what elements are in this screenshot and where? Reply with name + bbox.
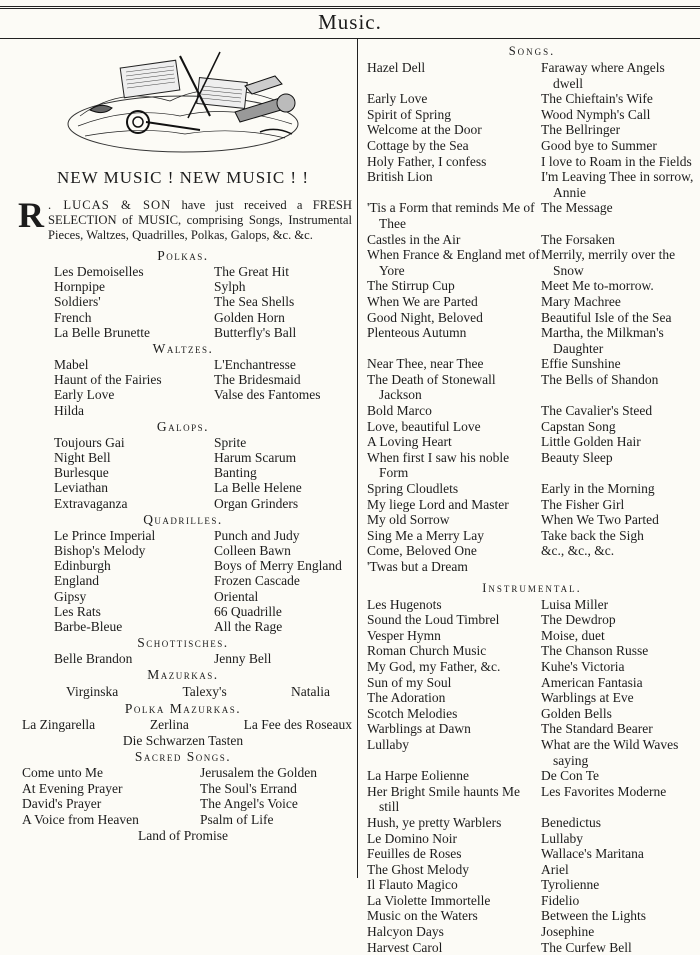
list-item: Good Night, Beloved	[367, 309, 483, 325]
music-instruments-engraving	[60, 46, 306, 160]
list-item: Holy Father, I confess	[367, 153, 487, 169]
list-item: The Angel's Voice	[200, 796, 298, 812]
list-item: Beauty Sleep	[541, 449, 613, 465]
list-item: Night Bell	[54, 450, 111, 466]
list-item: Come unto Me	[22, 764, 103, 780]
list-item: Zerlina	[149, 717, 189, 733]
list-item: Faraway where Angels dwell	[541, 60, 665, 91]
list-item: Near Thee, near Thee	[367, 356, 484, 372]
list-item: Take back the Sigh	[541, 527, 644, 543]
list-item: Burlesque	[54, 465, 109, 481]
list-item: Luisa Miller	[541, 596, 609, 612]
list-item: Le Prince Imperial	[54, 527, 156, 543]
list-item: Feuilles de Roses	[367, 846, 462, 862]
right-column	[367, 42, 697, 955]
list-item: Die Schwarzen Tasten	[122, 732, 244, 748]
list-item: The Death of Stonewall Jackson	[367, 371, 496, 403]
new-music-banner: NEW MUSIC ! NEW MUSIC ! !	[57, 168, 309, 187]
list-item: When first I saw his noble Form	[367, 449, 510, 481]
list-item: The Message	[541, 200, 613, 216]
list-item: Early in the Morning	[541, 481, 655, 497]
list-item: When We Two Parted	[541, 512, 659, 528]
list-item: When France & England met of Yore	[367, 247, 540, 278]
list-item: Lullaby	[541, 830, 583, 846]
list-item: What are the Wild Waves saying	[541, 736, 679, 768]
list-item: Soldiers'	[54, 294, 101, 310]
list-item: The Forsaken	[541, 231, 615, 247]
list-item: The Cavalier's Steed	[541, 403, 653, 419]
list-item: Le Domino Noir	[367, 830, 457, 846]
instrumental-heading: Instrumental.	[482, 580, 582, 595]
list-item: Sing Me a Merry Lay	[367, 527, 484, 543]
list-item: Colleen Bawn	[214, 543, 291, 559]
list-item: The Standard Bearer	[541, 721, 653, 737]
top-double-rule	[0, 6, 700, 9]
mazurkas-heading: Mazurkas.	[147, 667, 219, 683]
list-item: Les Rats	[54, 603, 101, 619]
list-item: Virginska	[66, 684, 119, 700]
list-item: The Bridesmaid	[214, 372, 301, 388]
list-item: Sylph	[214, 279, 246, 295]
polkas-heading: Polkas.	[157, 248, 209, 263]
list-item	[214, 403, 374, 418]
polkas-list	[12, 264, 354, 340]
list-item: La Belle Brunette	[54, 324, 150, 340]
list-item: Beautiful Isle of the Sea	[541, 309, 672, 325]
list-item: Gipsy	[54, 588, 87, 604]
list-item: British Lion	[367, 169, 433, 185]
quadrilles-heading: Quadrilles.	[143, 511, 223, 527]
list-item: The Chieftain's Wife	[541, 91, 653, 107]
list-item: De Con Te	[541, 768, 600, 784]
list-item: Jerusalem the Golden	[200, 764, 317, 780]
list-item: Leviathan	[54, 480, 108, 496]
list-item: Come, Beloved One	[367, 543, 477, 559]
list-item: Tyrolienne	[541, 877, 600, 893]
list-item: Castles in the Air	[367, 231, 461, 247]
list-item: Sound the Loud Timbrel	[367, 612, 500, 628]
list-item: Ariel	[541, 861, 569, 877]
list-item: I'm Leaving Thee in sorrow, Annie	[541, 169, 694, 200]
list-item: Les Demoiselles	[54, 264, 144, 279]
list-item: The Soul's Errand	[200, 780, 297, 796]
waltzes-list	[12, 357, 354, 418]
list-item: The Dewdrop	[541, 612, 616, 628]
list-item: 'Tis a Form that reminds Me of Thee	[367, 200, 535, 231]
list-item: Warblings at Dawn	[367, 721, 471, 737]
list-item: Butterfly's Ball	[214, 324, 297, 340]
list-item: Land of Promise	[138, 828, 228, 844]
list-item: Mabel	[54, 357, 89, 373]
list-item: Haunt of the Fairies	[54, 372, 162, 388]
list-item	[541, 559, 697, 575]
sacred-songs-list	[12, 765, 354, 828]
list-item: Sprite	[214, 434, 247, 450]
list-item: Il Flauto Magico	[367, 877, 458, 893]
page-title: Music.	[318, 10, 382, 34]
list-item: The Stirrup Cup	[367, 278, 455, 294]
polka-mazurkas-heading: Polka Mazurkas.	[124, 701, 242, 717]
list-item: Spirit of Spring	[367, 106, 452, 122]
list-item: Boys of Merry England	[214, 558, 342, 574]
list-item: &c., &c., &c.	[541, 543, 615, 559]
list-item: Frozen Cascade	[214, 573, 300, 589]
list-item: The Curfew Bell	[541, 939, 632, 955]
list-item: 66 Quadrille	[214, 603, 282, 619]
list-item: Good bye to Summer	[541, 137, 657, 153]
list-item: Les Favorites Moderne	[541, 783, 667, 799]
list-item: Josephine	[541, 924, 595, 940]
list-item: Psalm of Life	[200, 812, 274, 828]
intro-dropcap: R	[18, 195, 44, 235]
list-item: Capstan Song	[541, 418, 616, 434]
list-item: Sun of my Soul	[367, 674, 452, 690]
list-item: Valse des Fantomes	[214, 387, 321, 403]
list-item: Kuhe's Victoria	[541, 658, 625, 674]
list-item: The Bellringer	[541, 122, 621, 138]
list-item: Meet Me to-morrow.	[541, 278, 654, 294]
list-item: At Evening Prayer	[22, 780, 123, 796]
list-item: Bold Marco	[367, 403, 432, 419]
list-item: I love to Roam in the Fields	[541, 153, 692, 169]
list-item: Oriental	[214, 588, 259, 604]
list-item: L'Enchantresse	[214, 357, 296, 373]
list-item: Warblings at Eve	[541, 690, 634, 706]
list-item: Extravaganza	[54, 495, 128, 511]
list-item: Halcyon Days	[367, 924, 444, 940]
header-rule	[0, 38, 700, 39]
list-item: French	[54, 309, 92, 325]
list-item: Benedictus	[541, 814, 601, 830]
quadrilles-list	[12, 528, 354, 634]
list-item: The Adoration	[367, 690, 446, 706]
list-item: Hush, ye pretty Warblers	[367, 814, 502, 830]
list-item: David's Prayer	[22, 796, 102, 812]
list-item: My old Sorrow	[367, 512, 450, 528]
mazurkas-list	[12, 683, 354, 700]
left-column	[12, 42, 354, 843]
list-item: The Bells of Shandon	[541, 371, 659, 387]
list-item: Hazel Dell	[367, 60, 426, 75]
list-item: La Belle Helene	[214, 480, 302, 496]
list-item: Between the Lights	[541, 908, 646, 924]
list-item: Bishop's Melody	[54, 543, 146, 559]
list-item: Vesper Hymn	[367, 627, 441, 643]
list-item: Spring Cloudlets	[367, 481, 459, 497]
list-item: La Fee des Roseaux	[243, 717, 352, 733]
list-item: A Loving Heart	[367, 434, 452, 450]
list-item: La Zingarella	[22, 717, 96, 733]
polka-mazurkas-list	[12, 717, 354, 747]
list-item: Mary Machree	[541, 293, 621, 309]
list-item: England	[54, 573, 99, 589]
intro-firm: . LUCAS & SON	[48, 198, 172, 212]
list-item: Little Golden Hair	[541, 434, 641, 450]
list-item: Hornpipe	[54, 279, 105, 295]
list-item: The Great Hit	[214, 264, 289, 279]
list-item: La Violette Immortelle	[367, 892, 491, 908]
list-item: Roman Church Music	[367, 643, 487, 659]
list-item: The Sea Shells	[214, 294, 295, 310]
list-item: Belle Brandon	[54, 651, 133, 667]
list-item: Hilda	[54, 402, 84, 418]
list-item: All the Rage	[214, 619, 283, 635]
list-item: When We are Parted	[367, 293, 478, 309]
list-item: Merrily, merrily over the Snow	[541, 247, 676, 278]
list-item: Barbe-Bleue	[54, 619, 123, 635]
list-item: Edinburgh	[54, 558, 111, 574]
list-item: Effie Sunshine	[541, 356, 621, 372]
galops-heading: Galops.	[156, 418, 210, 434]
list-item: Love, beautiful Love	[367, 418, 481, 434]
intro-text: have just received a FRESH SELECTION of MUSIC, comprising Songs, Instrumental Pieces, Waltzes, Quadrilles, Polkas, Galops, &c. &c.	[48, 198, 352, 242]
list-item: Her Bright Smile haunts Me still	[367, 783, 520, 815]
list-item: Martha, the Milkman's Daughter	[541, 325, 664, 356]
list-item: Fidelio	[541, 892, 580, 908]
list-item: Wallace's Maritana	[541, 846, 644, 862]
list-item: Scotch Melodies	[367, 705, 458, 721]
schottisches-heading: Schottisches.	[137, 635, 229, 651]
list-item: Plenteous Autumn	[367, 325, 467, 341]
list-item: Harvest Carol	[367, 939, 443, 955]
list-item: Punch and Judy	[214, 527, 300, 543]
list-item: Lullaby	[367, 736, 409, 752]
list-item: Banting	[214, 465, 257, 481]
list-item: Cottage by the Sea	[367, 137, 469, 153]
list-item: Early Love	[367, 91, 428, 107]
list-item: The Chanson Russe	[541, 643, 649, 659]
list-item: American Fantasia	[541, 674, 643, 690]
list-item: Organ Grinders	[214, 495, 299, 511]
list-item: Golden Bells	[541, 705, 612, 721]
list-item: Welcome at the Door	[367, 122, 482, 138]
list-item: The Fisher Girl	[541, 496, 625, 512]
list-item: My God, my Father, &c.	[367, 658, 501, 674]
list-item: Jenny Bell	[214, 651, 272, 667]
waltzes-heading: Waltzes.	[152, 341, 214, 357]
songs-heading: Songs.	[508, 44, 556, 58]
list-item: Les Hugenots	[367, 596, 442, 612]
list-item: Toujours Gai	[54, 434, 125, 450]
list-item: My liege Lord and Master	[367, 496, 509, 512]
list-item: Music on the Waters	[367, 908, 478, 924]
galops-list	[12, 435, 354, 511]
intro-paragraph	[18, 195, 352, 243]
list-item: Talexy's	[182, 684, 227, 700]
sacred-songs-heading: Sacred Songs.	[134, 748, 232, 764]
schottisches-list	[12, 651, 354, 666]
list-item: La Harpe Eolienne	[367, 768, 469, 784]
list-item: Early Love	[54, 387, 115, 403]
list-item: Wood Nymph's Call	[541, 106, 651, 122]
songs-list	[367, 60, 697, 575]
list-item: The Ghost Melody	[367, 861, 469, 877]
list-item: Golden Horn	[214, 309, 285, 325]
list-item: 'Twas but a Dream	[367, 559, 468, 574]
instrumental-list	[367, 597, 697, 955]
list-item: A Voice from Heaven	[22, 812, 139, 828]
list-item: Natalia	[291, 684, 330, 700]
list-item: Moise, duet	[541, 627, 605, 643]
list-item: Harum Scarum	[214, 450, 297, 466]
